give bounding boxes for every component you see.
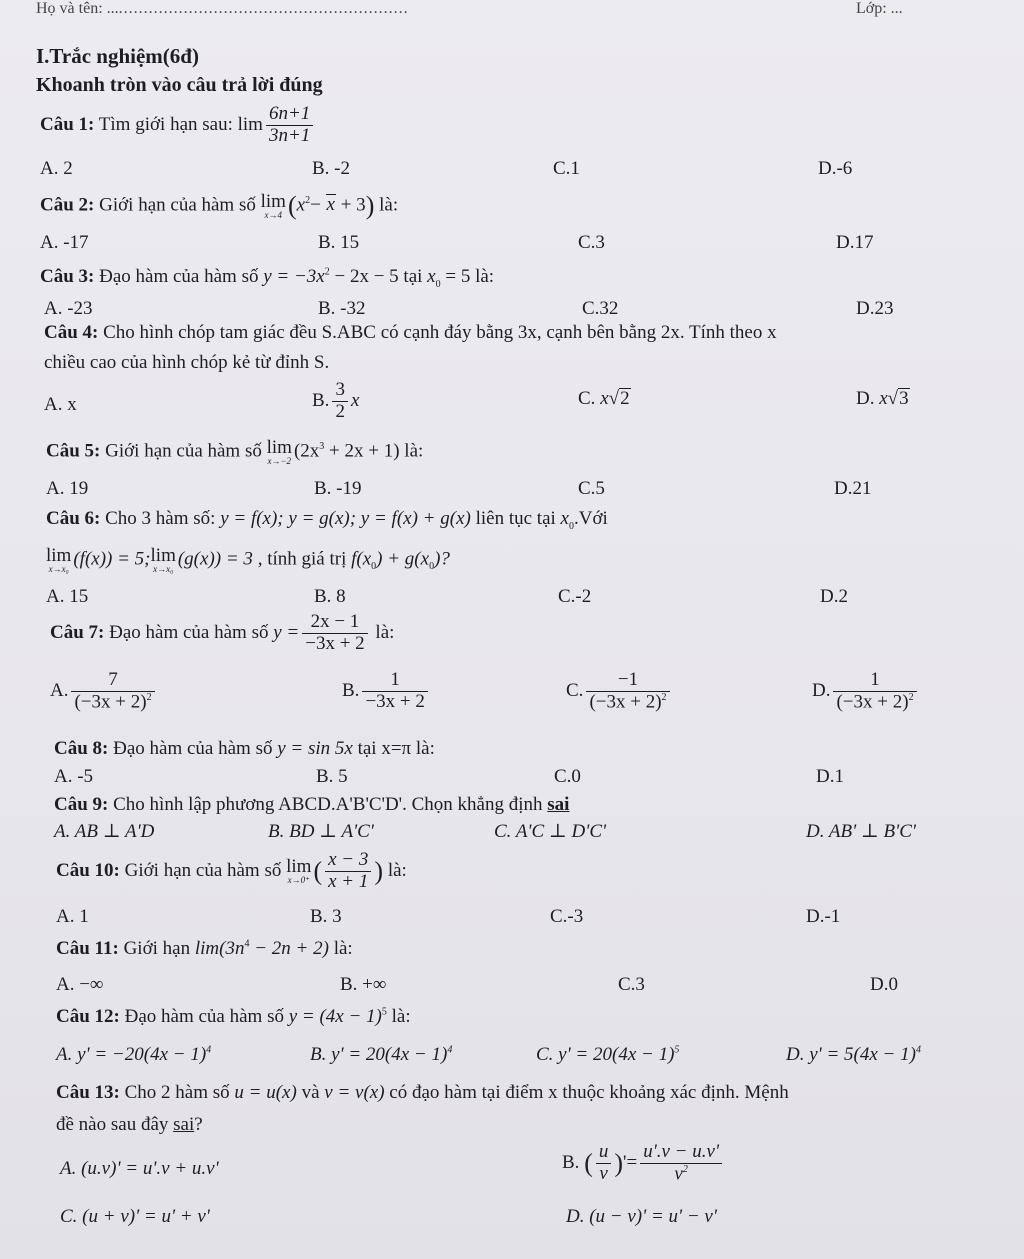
q12-option-c[interactable]: C. $y' = 20(4x - 1)^5$ [536, 1044, 680, 1065]
q2-option-b[interactable]: B. 15 [318, 232, 360, 253]
question-12: Câu 12: Đạo hàm của hàm số $y = (4x - 1)^5$ là: [56, 1006, 411, 1027]
class-header: Lớp: ... [856, 0, 903, 17]
q11-option-b[interactable]: B. +∞ [340, 974, 387, 995]
q13-option-c[interactable]: C. (u + v)' = u' + v' [60, 1206, 210, 1227]
q8-option-d[interactable]: D.1 [816, 766, 844, 787]
question-13: Câu 13: Cho 2 hàm số u = u(x) và v = v(x) có đạo hàm tại điểm x thuộc khoảng xác định. Mệnh [56, 1082, 789, 1103]
question-1: Câu 1: Tìm giới hạn sau: lim $\frac{6n+1}{3n+1}$ [40, 104, 316, 147]
question-9: Câu 9: Cho hình lập phương ABCD.A'B'C'D'. Chọn khẳng định sai [54, 794, 570, 815]
q12-option-a[interactable]: A. $y' = -20(4x - 1)^4$ [56, 1044, 212, 1065]
q10-option-d[interactable]: D.-1 [806, 906, 841, 927]
q9-option-a[interactable]: A. AB ⊥ A'D [54, 821, 155, 842]
q1-option-a[interactable]: A. 2 [40, 158, 73, 179]
question-6-line-2: lim x→x₀ (f(x)) = 5;lim x→x₀ (g(x)) = 3 , tính giá trị $f(x_0) + g(x_0)$? [46, 545, 450, 574]
q2-option-a[interactable]: A. -17 [40, 232, 89, 253]
name-header: Họ và tên: ............................................................. [36, 0, 409, 17]
q4-option-a[interactable]: A. x [44, 394, 77, 415]
q1-option-d[interactable]: D.-6 [818, 158, 853, 179]
question-6: Câu 6: Cho 3 hàm số: y = f(x); y = g(x); y = f(x) + g(x) liên tục tại $x_0.Với$ [46, 508, 608, 532]
q4-option-d[interactable]: D. x√3 [856, 388, 909, 409]
q7-option-a[interactable]: A. $\frac{7}{(-3x + 2)^2}$ [50, 670, 158, 713]
q5-option-a[interactable]: A. 19 [46, 478, 89, 499]
question-4-line-2: chiều cao của hình chóp kẻ từ đỉnh S. [44, 352, 330, 373]
question-4: Câu 4: Cho hình chóp tam giác đều S.ABC có cạnh đáy bằng 3x, cạnh bên bằng 2x. Tính theo x [44, 322, 777, 343]
q3-option-c[interactable]: C.32 [582, 298, 619, 319]
q8-option-b[interactable]: B. 5 [316, 766, 348, 787]
q9-option-b[interactable]: B. BD ⊥ A'C' [268, 821, 374, 842]
q10-option-b[interactable]: B. 3 [310, 906, 342, 927]
q1-option-b[interactable]: B. -2 [312, 158, 350, 179]
section-title: I.Trắc nghiệm(6đ) [36, 44, 199, 68]
q6-option-a[interactable]: A. 15 [46, 586, 89, 607]
q3-option-d[interactable]: D.23 [856, 298, 894, 319]
q7-option-d[interactable]: D. $\frac{1}{(-3x + 2)^2}$ [812, 670, 920, 713]
question-7: Câu 7: Đạo hàm của hàm số y = $\frac{2x - 1}{-3x + 2}$ là: [50, 611, 395, 654]
question-10: Câu 10: Giới hạn của hàm số lim x→0⁺ ( $\frac{x - 3}{x + 1}$ ) là: [56, 849, 407, 892]
q13-option-d[interactable]: D. (u − v)' = u' − v' [566, 1206, 717, 1227]
q5-option-b[interactable]: B. -19 [314, 478, 362, 499]
q5-option-c[interactable]: C.5 [578, 478, 605, 499]
question-8: Câu 8: Đạo hàm của hàm số y = sin 5x tại x=π là: [54, 738, 435, 759]
q13-option-b[interactable]: B. ( $\frac{u}{v}$ )'= $\frac{u'.v - u.v'}{v^2}$ [562, 1142, 725, 1185]
q4-option-c[interactable]: C. x√2 [578, 388, 630, 409]
q7-option-b[interactable]: B. $\frac{1}{-3x + 2}$ [342, 670, 431, 713]
q5-option-d[interactable]: D.21 [834, 478, 872, 499]
q6-option-d[interactable]: D.2 [820, 586, 848, 607]
question-3: Câu 3: Đạo hàm của hàm số $y = -3x^2 - 2x - 5$ tại $x_0 = 5$ là: [40, 266, 495, 290]
question-5: Câu 5: Giới hạn của hàm số lim x→−2 $(2x^3 + 2x + 1)$ là: [46, 437, 424, 466]
q9-option-d[interactable]: D. AB' ⊥ B'C' [806, 821, 916, 842]
q10-option-c[interactable]: C.-3 [550, 906, 584, 927]
q13-option-a[interactable]: A. (u.v)' = u'.v + u.v' [60, 1158, 219, 1179]
q1-option-c[interactable]: C.1 [553, 158, 580, 179]
question-13-line-2: đề nào sau đây sai? [56, 1114, 203, 1135]
instruction: Khoanh tròn vào câu trả lời đúng [36, 74, 323, 96]
q8-option-a[interactable]: A. -5 [54, 766, 94, 787]
q12-option-b[interactable]: B. $y' = 20(4x - 1)^4$ [310, 1044, 453, 1065]
q11-option-d[interactable]: D.0 [870, 974, 898, 995]
question-11: Câu 11: Giới hạn $\lim(3n^4 - 2n + 2)$ là: [56, 938, 353, 959]
q9-option-c[interactable]: C. A'C ⊥ D'C' [494, 821, 607, 842]
q3-option-b[interactable]: B. -32 [318, 298, 366, 319]
q11-option-c[interactable]: C.3 [618, 974, 645, 995]
q6-option-b[interactable]: B. 8 [314, 586, 346, 607]
q6-option-c[interactable]: C.-2 [558, 586, 592, 607]
q12-option-d[interactable]: D. $y' = 5(4x - 1)^4$ [786, 1044, 921, 1065]
q7-option-c[interactable]: C. $\frac{-1}{(-3x + 2)^2}$ [566, 670, 673, 713]
q2-option-d[interactable]: D.17 [836, 232, 874, 253]
q8-option-c[interactable]: C.0 [554, 766, 581, 787]
question-2: Câu 2: Giới hạn của hàm số lim x→4 $(x^2- x + 3)$ là: [40, 191, 399, 220]
q10-option-a[interactable]: A. 1 [56, 906, 89, 927]
q4-option-b[interactable]: B. $\frac{3}{2}$ x [312, 379, 360, 422]
q11-option-a[interactable]: A. −∞ [56, 974, 104, 995]
q3-option-a[interactable]: A. -23 [44, 298, 93, 319]
q2-option-c[interactable]: C.3 [578, 232, 605, 253]
